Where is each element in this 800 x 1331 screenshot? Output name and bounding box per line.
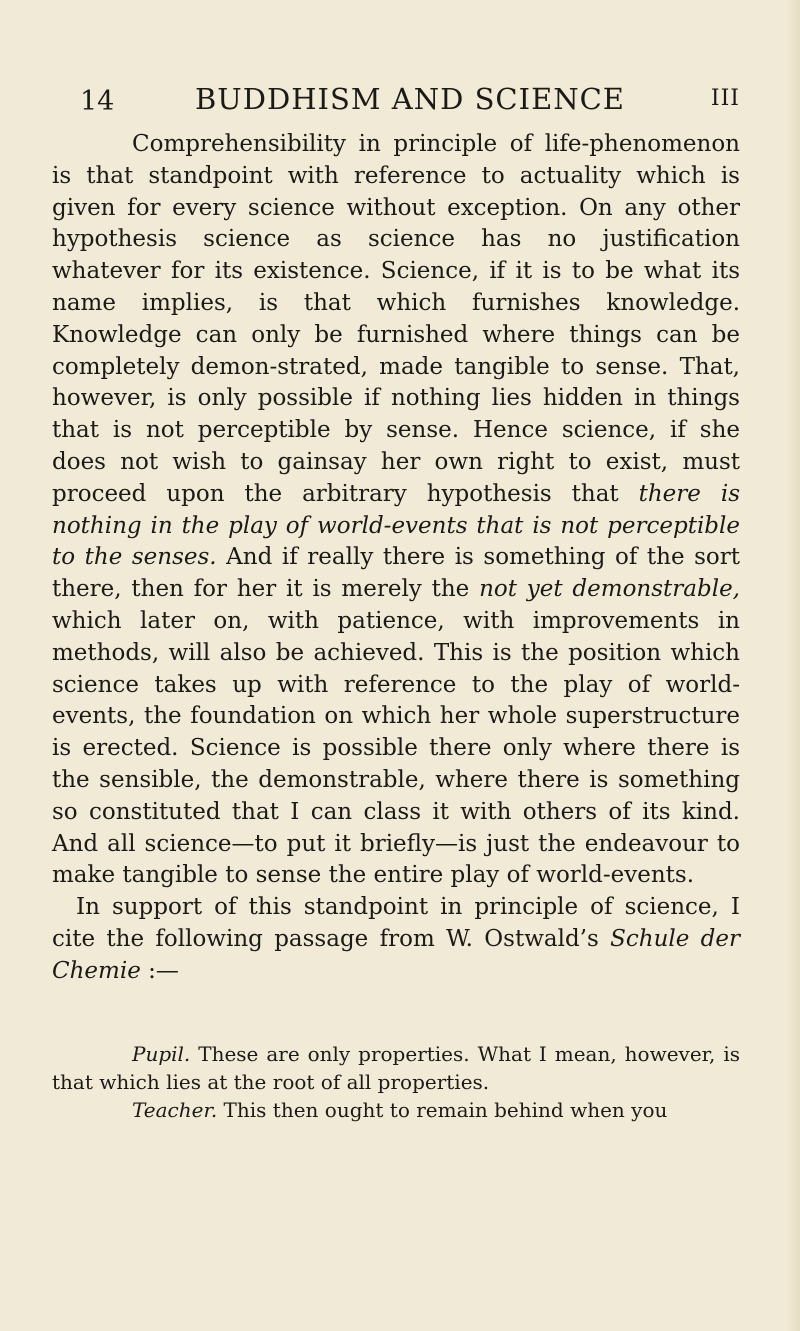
running-header xyxy=(80,82,740,122)
paragraph-1-italic-not-yet: not yet demonstrable, xyxy=(479,576,740,603)
dialogue-speaker: Teacher. xyxy=(132,1098,218,1122)
paragraph-1 xyxy=(52,129,740,892)
dialogue-speaker: Pupil. xyxy=(132,1042,191,1066)
paragraph-2-text-b: :— xyxy=(140,957,179,984)
paragraph-2-text-a: In support of this standpoint in principle of science, I cite the following passage from W. Ostwald’s xyxy=(52,894,740,952)
page-number: 14 xyxy=(80,86,115,117)
dialogue-line xyxy=(52,1040,740,1096)
paragraph-1-text-c: which later on, with patience, with improvements in methods, will also be achieved. This is the position which science takes up with reference to the play of world-events, the foundation on which her whole superstructure is erected. Science is possible there only where there is the sensible, the demonstrable, where there is something so constituted that I can class it with others of its kind. And all science—to put it briefly—is just the endeavour to make tangible to sense the entire play of world-events. xyxy=(52,607,740,889)
paragraph-1-text-a: Comprehensibility in principle of life-phenomenon is that standpoint with reference to actuality which is given for every science without exception. On any other hypothesis science as science has no justification whatever for its existence. Science, if it is to be what its name implies, is that which furnishes knowledge. Knowledge can only be furnished where things can be completely demon-strated, made tangible to sense. That, however, is only possible if nothing lies hidden in things that is not perceptible by sense. Hence science, if she does not wish to gainsay her own right to exist, must proceed upon the arbitrary hypothesis that xyxy=(52,131,740,507)
chapter-numeral: III xyxy=(710,86,740,111)
dialogue-text: These are only properties. What I mean, however, is that which lies at the root of all properties. xyxy=(52,1042,740,1094)
paragraph-1-italic-hypothesis: there is nothing in the play of world-events that is not perceptible to the senses. xyxy=(52,480,740,571)
running-head-title: BUDDHISM AND SCIENCE xyxy=(195,82,625,116)
paragraph-2 xyxy=(52,892,740,987)
dialogue-text: This then ought to remain behind when you xyxy=(217,1098,668,1122)
dialogue-extract xyxy=(52,1040,740,1124)
body-text xyxy=(52,129,740,988)
page-edge xyxy=(786,0,800,1331)
dialogue-line xyxy=(52,1096,740,1124)
paragraph-1-text-b: And if really there is something of the sort there, then for her it is merely the xyxy=(52,544,740,603)
paragraph-2-italic-title: Schule der Chemie xyxy=(52,925,740,984)
